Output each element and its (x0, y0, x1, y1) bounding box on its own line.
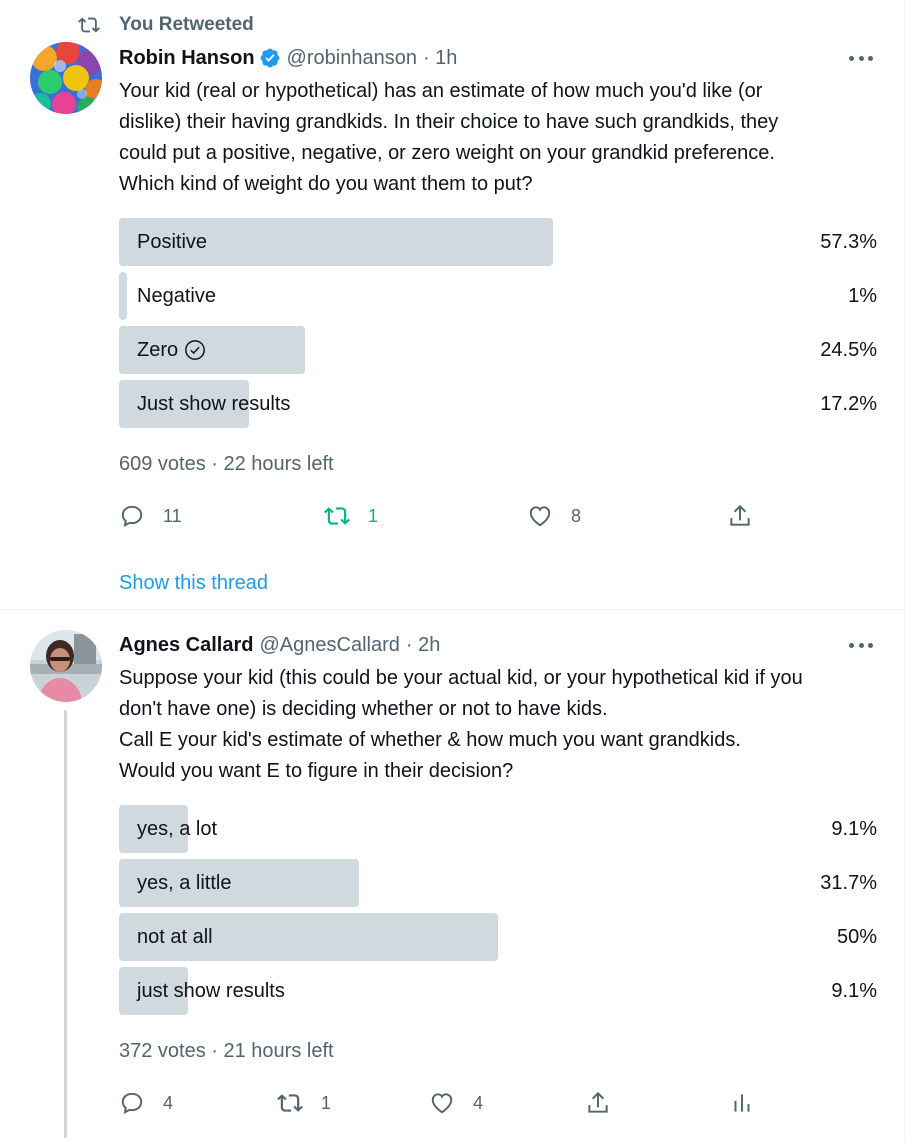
retweet-count: 1 (368, 505, 379, 526)
poll-option-selected (119, 326, 877, 374)
poll (119, 218, 877, 428)
tweet-text-line: could put a positive, negative, or zero weight on your grandkid preference. (119, 142, 775, 164)
tweet-time[interactable]: · 2h (405, 633, 441, 656)
tweet-header (119, 631, 877, 659)
poll-option-label: Zero (137, 338, 179, 361)
author-handle[interactable]: @robinhanson (286, 46, 417, 69)
poll-option (119, 272, 877, 320)
poll-option-percent: 24.5% (820, 338, 877, 361)
poll-option-percent: 17.2% (820, 392, 877, 415)
like-count: 8 (571, 505, 582, 526)
tweet-text-line: dislike) their having grandkids. In their choice to have such grandkids, they (119, 111, 779, 133)
reply-button[interactable] (119, 1087, 173, 1119)
author-handle[interactable]: @AgnesCallard (259, 633, 400, 656)
tweet-text-line: Suppose your kid (this could be your actual kid, or your hypothetical kid if you (119, 667, 803, 689)
reply-icon (119, 503, 145, 529)
share-button[interactable] (585, 1087, 611, 1119)
tweet-text-line: Which kind of weight do you want them to put? (119, 173, 533, 195)
poll-option-percent: 9.1% (831, 817, 877, 840)
tweet-text (119, 663, 877, 787)
more-options-icon[interactable] (849, 639, 873, 651)
poll-option-percent: 57.3% (820, 230, 877, 253)
tweet-text-line: Would you want E to figure in their decision? (119, 760, 514, 782)
tweet-actions (119, 500, 877, 532)
poll-option-percent: 50% (836, 925, 877, 948)
poll-option (119, 380, 877, 428)
reply-icon (119, 1090, 145, 1116)
poll-option-percent: 31.7% (820, 871, 877, 894)
retweet-icon (324, 503, 350, 529)
poll-option-label: Negative (137, 284, 216, 307)
poll-option-percent: 9.1% (831, 979, 877, 1002)
retweet-icon (277, 1090, 303, 1116)
share-button[interactable] (727, 500, 753, 532)
tweet-text-line: don't have one) is deciding whether or not to have kids. (119, 698, 608, 720)
tweet-actions (119, 1087, 877, 1119)
heart-icon (429, 1090, 455, 1116)
poll-meta: 609 votes · 22 hours left (119, 452, 334, 475)
poll-option (119, 218, 877, 266)
poll (119, 805, 877, 1015)
tweet-agnes-callard[interactable] (0, 611, 905, 1141)
avatar-agnes-callard[interactable] (30, 630, 102, 702)
retweet-button[interactable] (324, 500, 378, 532)
analytics-button[interactable] (729, 1087, 755, 1119)
retweet-button[interactable] (277, 1087, 331, 1119)
poll-option-label: Just show results (137, 392, 291, 415)
like-button[interactable] (429, 1087, 483, 1119)
reply-button[interactable] (119, 500, 182, 532)
heart-icon (527, 503, 553, 529)
retweet-icon (78, 14, 100, 36)
analytics-icon (729, 1090, 755, 1116)
poll-option-label: not at all (137, 925, 213, 948)
tweet-time[interactable]: · 1h (422, 46, 458, 69)
poll-option-label: Positive (137, 230, 208, 253)
thread-line (64, 710, 67, 1138)
avatar-robin-hanson[interactable] (30, 42, 102, 114)
poll-option (119, 805, 877, 853)
verified-badge-icon (259, 47, 281, 69)
tweet-header (119, 44, 877, 72)
tweet-text (119, 76, 877, 200)
poll-option (119, 913, 877, 961)
show-thread-link[interactable]: Show this thread (119, 572, 268, 594)
tweet-body (119, 44, 877, 600)
more-options-icon[interactable] (849, 52, 873, 64)
tweet-text-line: Call E your kid's estimate of whether & how much you want grandkids. (119, 729, 741, 751)
retweet-count: 1 (321, 1092, 332, 1113)
retweet-context (78, 12, 254, 38)
author-name[interactable]: Agnes Callard (119, 633, 254, 656)
poll-option (119, 859, 877, 907)
author-name[interactable]: Robin Hanson (119, 46, 255, 69)
tweet-text-line: Your kid (real or hypothetical) has an estimate of how much you'd like (or (119, 80, 763, 102)
poll-option-label: just show results (137, 979, 285, 1002)
tweet-body (119, 631, 877, 1119)
check-circle-icon (184, 339, 206, 361)
poll-option-label: yes, a little (137, 871, 232, 894)
retweet-label[interactable]: You Retweeted (119, 14, 254, 35)
poll-option-label-wrap (119, 339, 206, 362)
share-icon (585, 1090, 611, 1116)
poll-option-label: yes, a lot (137, 817, 218, 840)
reply-count: 11 (163, 505, 182, 526)
poll-option (119, 967, 877, 1015)
poll-option-percent: 1% (848, 284, 877, 307)
reply-count: 4 (163, 1092, 174, 1113)
poll-meta: 372 votes · 21 hours left (119, 1039, 334, 1062)
like-button[interactable] (527, 500, 581, 532)
like-count: 4 (473, 1092, 484, 1113)
share-icon (727, 503, 753, 529)
